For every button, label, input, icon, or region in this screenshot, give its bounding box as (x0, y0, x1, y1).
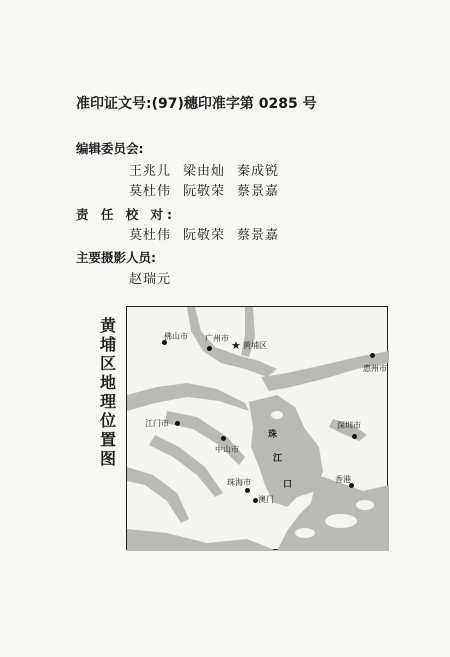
hongkong-label: 香港 (335, 475, 351, 484)
map-title-char: 地 (99, 373, 116, 392)
permit-number: 准印证文号:(97)穗印准字第 0285 号 (76, 96, 317, 112)
jiangmen-marker (175, 421, 180, 426)
estuary-label-char: 珠 (268, 430, 278, 440)
editor-name: 王兆儿 (129, 164, 172, 179)
editors-row-2 (129, 180, 291, 199)
huangpu-star-icon: ★ (231, 339, 241, 352)
estuary-label-char: 江 (273, 454, 283, 464)
editor-name: 蔡景嘉 (237, 184, 280, 199)
shenzhen-label: 深圳市 (337, 421, 361, 430)
location-map (126, 306, 388, 550)
guangzhou-marker (207, 346, 212, 351)
zhongshan-label: 中山市 (215, 445, 239, 454)
foshan-label: 佛山市 (164, 332, 188, 341)
proofreader-name: 蔡景嘉 (237, 228, 280, 243)
guangzhou-label: 广州市 (205, 334, 229, 343)
editors-label: 编辑委员会: (76, 141, 144, 156)
shenzhen-marker (352, 434, 357, 439)
editors-row-1 (129, 160, 291, 179)
map-title (98, 316, 118, 468)
map-title-char: 位 (99, 411, 116, 430)
photographers-row (129, 268, 183, 287)
huizhou-marker (370, 353, 375, 358)
photographers-label: 主要摄影人员: (76, 250, 156, 265)
map-title-char: 埔 (99, 335, 116, 354)
zhongshan-marker (221, 436, 226, 441)
map-title-char: 置 (99, 430, 116, 449)
proofreader-name: 莫杜伟 (129, 228, 172, 243)
estuary-label-char: 口 (283, 480, 293, 490)
editor-name: 阮敬荣 (183, 184, 226, 199)
zhuhai-marker (245, 488, 250, 493)
map-title-char: 图 (99, 449, 116, 468)
photographer-name: 赵瑞元 (129, 272, 172, 287)
proofreaders-row (129, 224, 291, 243)
proofreaders-label: 责 任 校 对: (76, 207, 177, 222)
editor-name: 梁由灿 (183, 164, 226, 179)
map-title-char: 区 (99, 354, 116, 373)
huizhou-label: 惠州市 (363, 364, 387, 373)
zhuhai-label: 珠海市 (227, 478, 251, 487)
jiangmen-label: 江门市 (145, 419, 169, 428)
proofreader-name: 阮敬荣 (183, 228, 226, 243)
map-title-char: 理 (99, 392, 116, 411)
editor-name: 莫杜伟 (129, 184, 172, 199)
huangpu-label: 黄埔区 (243, 341, 267, 350)
editor-name: 秦成锐 (237, 164, 280, 179)
macau-label: 澳门 (258, 495, 274, 504)
map-title-char: 黄 (99, 316, 116, 335)
